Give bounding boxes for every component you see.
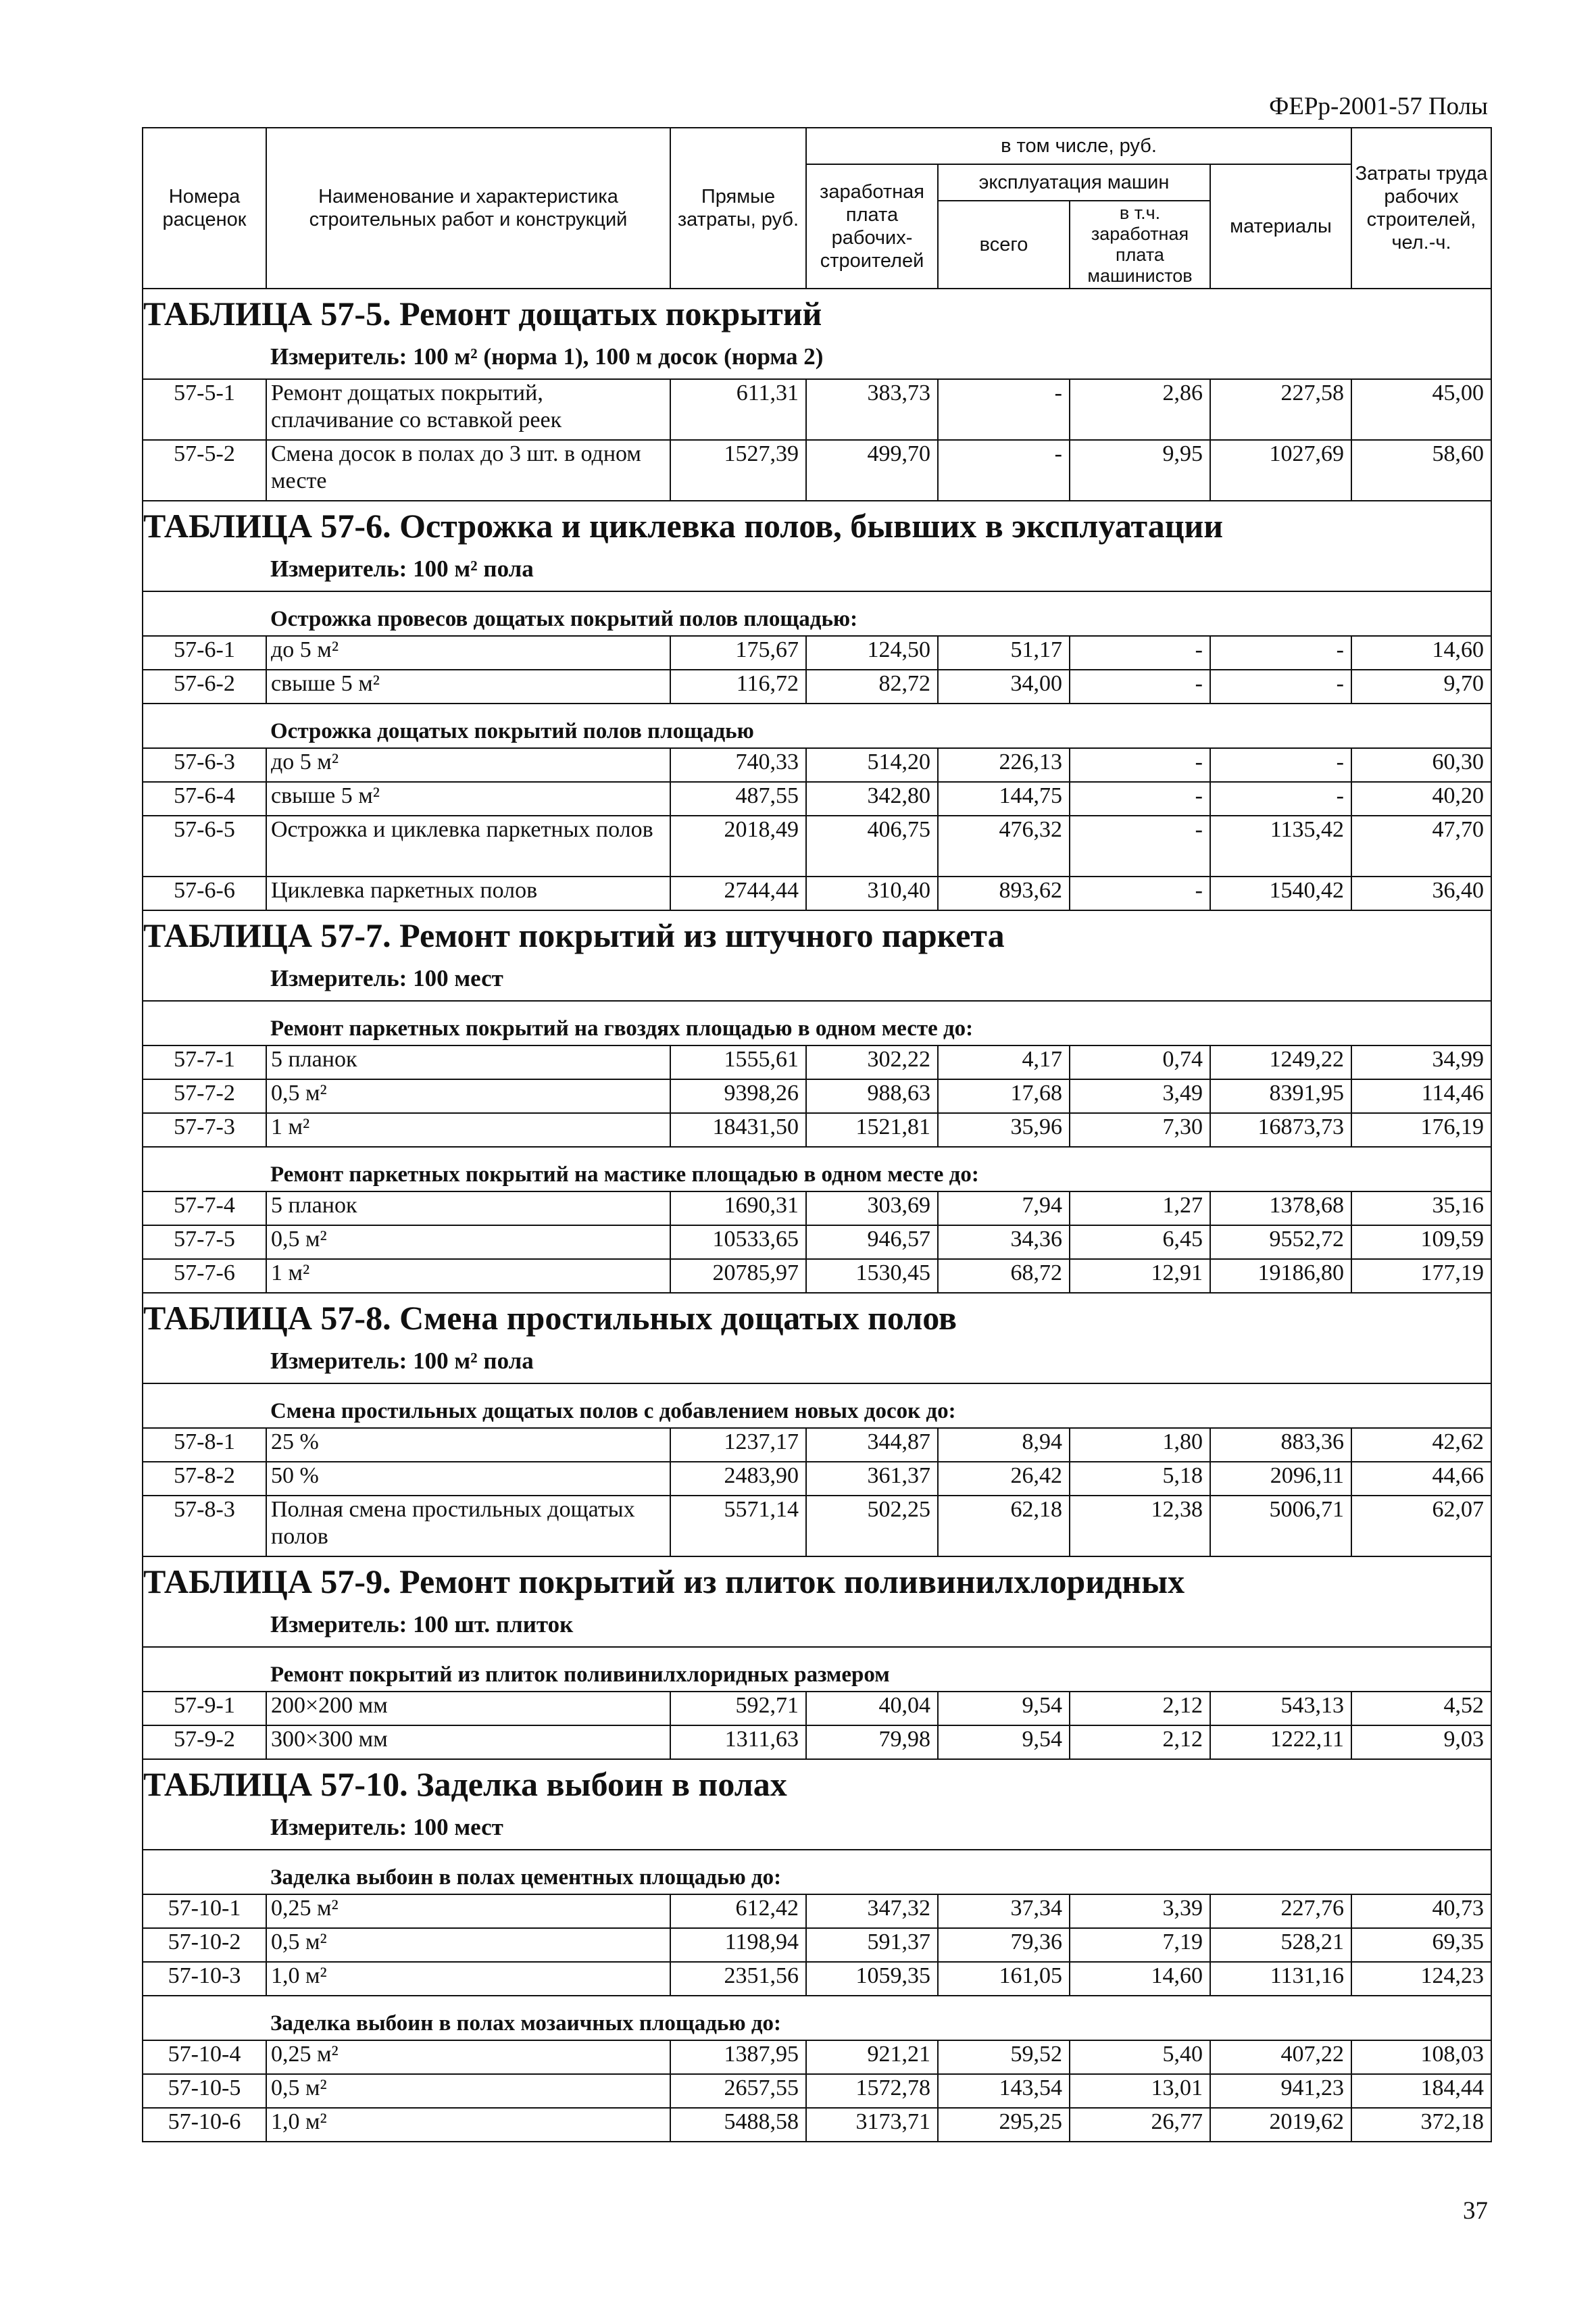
labor-hours: 44,66 bbox=[1351, 1462, 1491, 1496]
machines-total: 144,75 bbox=[938, 782, 1070, 816]
work-name: 25 % bbox=[266, 1428, 670, 1462]
measure-row bbox=[143, 1342, 1491, 1383]
materials-cost: - bbox=[1210, 670, 1351, 704]
rate-code: 57-9-2 bbox=[143, 1725, 266, 1759]
table-row bbox=[143, 1928, 1491, 1962]
materials-cost: 227,58 bbox=[1210, 379, 1351, 440]
wage-value: 946,57 bbox=[806, 1225, 938, 1259]
rate-code: 57-5-2 bbox=[143, 440, 266, 501]
group-subtitle: Заделка выбоин в полах мозаичных площадью до: bbox=[143, 1996, 1491, 2040]
materials-cost: 543,13 bbox=[1210, 1692, 1351, 1725]
rate-code: 57-6-5 bbox=[143, 816, 266, 877]
labor-hours: 40,73 bbox=[1351, 1894, 1491, 1928]
labor-hours: 14,60 bbox=[1351, 636, 1491, 670]
table-row bbox=[143, 636, 1491, 670]
machinist-wage: - bbox=[1070, 670, 1210, 704]
materials-cost: 1540,42 bbox=[1210, 877, 1351, 910]
table-title-row bbox=[143, 289, 1491, 338]
labor-hours: 36,40 bbox=[1351, 877, 1491, 910]
direct-costs: 2018,49 bbox=[670, 816, 806, 877]
rate-code: 57-10-6 bbox=[143, 2108, 266, 2142]
table-row bbox=[143, 440, 1491, 501]
machines-total: 34,36 bbox=[938, 1225, 1070, 1259]
machinist-wage: 3,39 bbox=[1070, 1894, 1210, 1928]
machines-total: 17,68 bbox=[938, 1079, 1070, 1113]
group-subtitle-row bbox=[143, 1383, 1491, 1428]
materials-cost: 883,36 bbox=[1210, 1428, 1351, 1462]
direct-costs: 611,31 bbox=[670, 379, 806, 440]
table-row bbox=[143, 1191, 1491, 1225]
table-title: ТАБЛИЦА 57-10. Заделка выбоин в полах bbox=[143, 1759, 1491, 1808]
header-code: Номера расценок bbox=[143, 128, 266, 289]
materials-cost: 9552,72 bbox=[1210, 1225, 1351, 1259]
group-subtitle-row bbox=[143, 1147, 1491, 1191]
materials-cost: - bbox=[1210, 636, 1351, 670]
measure-unit: Измеритель: 100 шт. плиток bbox=[143, 1606, 1491, 1647]
table-row bbox=[143, 1428, 1491, 1462]
labor-hours: 372,18 bbox=[1351, 2108, 1491, 2142]
direct-costs: 1527,39 bbox=[670, 440, 806, 501]
direct-costs: 2744,44 bbox=[670, 877, 806, 910]
materials-cost: 1249,22 bbox=[1210, 1045, 1351, 1079]
rate-code: 57-10-3 bbox=[143, 1962, 266, 1996]
materials-cost: 2096,11 bbox=[1210, 1462, 1351, 1496]
labor-hours: 45,00 bbox=[1351, 379, 1491, 440]
machinist-wage: 2,86 bbox=[1070, 379, 1210, 440]
rate-code: 57-5-1 bbox=[143, 379, 266, 440]
direct-costs: 1690,31 bbox=[670, 1191, 806, 1225]
machinist-wage: 1,27 bbox=[1070, 1191, 1210, 1225]
machines-total: - bbox=[938, 440, 1070, 501]
table-title: ТАБЛИЦА 57-7. Ремонт покрытий из штучного паркета bbox=[143, 910, 1491, 960]
machines-total: 34,00 bbox=[938, 670, 1070, 704]
work-name: 1 м² bbox=[266, 1113, 670, 1147]
group-subtitle-row bbox=[143, 1001, 1491, 1045]
direct-costs: 2351,56 bbox=[670, 1962, 806, 1996]
header-including: в том числе, руб. bbox=[806, 128, 1351, 164]
machines-total: 9,54 bbox=[938, 1692, 1070, 1725]
measure-row bbox=[143, 1606, 1491, 1647]
machinist-wage: 0,74 bbox=[1070, 1045, 1210, 1079]
materials-cost: 528,21 bbox=[1210, 1928, 1351, 1962]
wage-value: 347,32 bbox=[806, 1894, 938, 1928]
labor-hours: 40,20 bbox=[1351, 782, 1491, 816]
machines-total: 8,94 bbox=[938, 1428, 1070, 1462]
header-direct-costs: Прямые затраты, руб. bbox=[670, 128, 806, 289]
measure-row bbox=[143, 960, 1491, 1001]
machines-total: 35,96 bbox=[938, 1113, 1070, 1147]
table-row bbox=[143, 1725, 1491, 1759]
machines-total: 893,62 bbox=[938, 877, 1070, 910]
machinist-wage: 5,18 bbox=[1070, 1462, 1210, 1496]
table-title-row bbox=[143, 910, 1491, 960]
header-wage: заработная плата рабочих-строителей bbox=[806, 164, 938, 289]
materials-cost: 8391,95 bbox=[1210, 1079, 1351, 1113]
table-row bbox=[143, 1259, 1491, 1293]
document-code: ФЕРр-2001-57 Полы bbox=[1269, 93, 1488, 120]
table-row bbox=[143, 379, 1491, 440]
work-name: Ремонт дощатых покрытий, сплачивание со вставкой реек bbox=[266, 379, 670, 440]
machinist-wage: 26,77 bbox=[1070, 2108, 1210, 2142]
direct-costs: 592,71 bbox=[670, 1692, 806, 1725]
table-row bbox=[143, 1113, 1491, 1147]
machinist-wage: 12,38 bbox=[1070, 1496, 1210, 1556]
work-name: Циклевка паркетных полов bbox=[266, 877, 670, 910]
labor-hours: 109,59 bbox=[1351, 1225, 1491, 1259]
wage-value: 344,87 bbox=[806, 1428, 938, 1462]
wage-value: 988,63 bbox=[806, 1079, 938, 1113]
group-subtitle: Ремонт паркетных покрытий на мастике площадью в одном месте до: bbox=[143, 1147, 1491, 1191]
table-row bbox=[143, 782, 1491, 816]
wage-value: 406,75 bbox=[806, 816, 938, 877]
work-name: 1,0 м² bbox=[266, 1962, 670, 1996]
wage-value: 124,50 bbox=[806, 636, 938, 670]
page-number: 37 bbox=[1463, 2197, 1488, 2225]
wage-value: 310,40 bbox=[806, 877, 938, 910]
rate-code: 57-7-5 bbox=[143, 1225, 266, 1259]
work-name: Острожка и циклевка паркетных полов bbox=[266, 816, 670, 877]
machines-total: 37,34 bbox=[938, 1894, 1070, 1928]
wage-value: 1530,45 bbox=[806, 1259, 938, 1293]
materials-cost: 407,22 bbox=[1210, 2040, 1351, 2074]
table-title: ТАБЛИЦА 57-6. Острожка и циклевка полов, бывших в эксплуатации bbox=[143, 501, 1491, 550]
machinist-wage: 9,95 bbox=[1070, 440, 1210, 501]
rate-code: 57-8-3 bbox=[143, 1496, 266, 1556]
header-labor: Затраты труда рабочих строителей, чел.-ч. bbox=[1351, 128, 1491, 289]
rate-code: 57-6-6 bbox=[143, 877, 266, 910]
work-name: свыше 5 м² bbox=[266, 670, 670, 704]
direct-costs: 10533,65 bbox=[670, 1225, 806, 1259]
materials-cost: 227,76 bbox=[1210, 1894, 1351, 1928]
group-subtitle-row bbox=[143, 1850, 1491, 1894]
labor-hours: 184,44 bbox=[1351, 2074, 1491, 2108]
labor-hours: 47,70 bbox=[1351, 816, 1491, 877]
labor-hours: 62,07 bbox=[1351, 1496, 1491, 1556]
wage-value: 1521,81 bbox=[806, 1113, 938, 1147]
rate-code: 57-7-1 bbox=[143, 1045, 266, 1079]
direct-costs: 1198,94 bbox=[670, 1928, 806, 1962]
direct-costs: 612,42 bbox=[670, 1894, 806, 1928]
materials-cost: 1378,68 bbox=[1210, 1191, 1351, 1225]
machinist-wage: - bbox=[1070, 748, 1210, 782]
group-subtitle: Острожка провесов дощатых покрытий полов площадью: bbox=[143, 591, 1491, 636]
direct-costs: 2657,55 bbox=[670, 2074, 806, 2108]
direct-costs: 116,72 bbox=[670, 670, 806, 704]
machinist-wage: - bbox=[1070, 877, 1210, 910]
header-machinist-wage: в т.ч. заработная плата машинистов bbox=[1070, 201, 1210, 289]
work-name: до 5 м² bbox=[266, 636, 670, 670]
table-title-row bbox=[143, 1293, 1491, 1342]
wage-value: 1059,35 bbox=[806, 1962, 938, 1996]
wage-value: 303,69 bbox=[806, 1191, 938, 1225]
measure-row bbox=[143, 550, 1491, 591]
measure-row bbox=[143, 338, 1491, 379]
machines-total: 161,05 bbox=[938, 1962, 1070, 1996]
table-title: ТАБЛИЦА 57-5. Ремонт дощатых покрытий bbox=[143, 289, 1491, 338]
table-title-row bbox=[143, 1759, 1491, 1808]
work-name: 200×200 мм bbox=[266, 1692, 670, 1725]
machines-total: 79,36 bbox=[938, 1928, 1070, 1962]
wage-value: 361,37 bbox=[806, 1462, 938, 1496]
direct-costs: 1387,95 bbox=[670, 2040, 806, 2074]
rate-code: 57-7-2 bbox=[143, 1079, 266, 1113]
machinist-wage: 6,45 bbox=[1070, 1225, 1210, 1259]
machines-total: 51,17 bbox=[938, 636, 1070, 670]
machines-total: 295,25 bbox=[938, 2108, 1070, 2142]
table-row bbox=[143, 1692, 1491, 1725]
machines-total: 26,42 bbox=[938, 1462, 1070, 1496]
materials-cost: 1135,42 bbox=[1210, 816, 1351, 877]
wage-value: 921,21 bbox=[806, 2040, 938, 2074]
materials-cost: - bbox=[1210, 782, 1351, 816]
rate-code: 57-6-1 bbox=[143, 636, 266, 670]
direct-costs: 1237,17 bbox=[670, 1428, 806, 1462]
measure-unit: Измеритель: 100 м² пола bbox=[143, 550, 1491, 591]
materials-cost: 5006,71 bbox=[1210, 1496, 1351, 1556]
labor-hours: 108,03 bbox=[1351, 2040, 1491, 2074]
measure-unit: Измеритель: 100 м² пола bbox=[143, 1342, 1491, 1383]
direct-costs: 1555,61 bbox=[670, 1045, 806, 1079]
table-row bbox=[143, 1462, 1491, 1496]
machinist-wage: - bbox=[1070, 782, 1210, 816]
machinist-wage: 3,49 bbox=[1070, 1079, 1210, 1113]
machinist-wage: 13,01 bbox=[1070, 2074, 1210, 2108]
wage-value: 499,70 bbox=[806, 440, 938, 501]
machinist-wage: 7,19 bbox=[1070, 1928, 1210, 1962]
direct-costs: 1311,63 bbox=[670, 1725, 806, 1759]
work-name: свыше 5 м² bbox=[266, 782, 670, 816]
work-name: 300×300 мм bbox=[266, 1725, 670, 1759]
rate-code: 57-7-4 bbox=[143, 1191, 266, 1225]
wage-value: 591,37 bbox=[806, 1928, 938, 1962]
table-row bbox=[143, 2108, 1491, 2142]
labor-hours: 177,19 bbox=[1351, 1259, 1491, 1293]
table-row bbox=[143, 670, 1491, 704]
work-name: 50 % bbox=[266, 1462, 670, 1496]
work-name: 0,5 м² bbox=[266, 2074, 670, 2108]
labor-hours: 69,35 bbox=[1351, 1928, 1491, 1962]
machinist-wage: 1,80 bbox=[1070, 1428, 1210, 1462]
table-row bbox=[143, 748, 1491, 782]
header-machines: эксплуатация машин bbox=[938, 164, 1210, 201]
wage-value: 40,04 bbox=[806, 1692, 938, 1725]
rate-code: 57-6-2 bbox=[143, 670, 266, 704]
rate-code: 57-8-1 bbox=[143, 1428, 266, 1462]
work-name: 0,5 м² bbox=[266, 1928, 670, 1962]
machinist-wage: 7,30 bbox=[1070, 1113, 1210, 1147]
wage-value: 3173,71 bbox=[806, 2108, 938, 2142]
wage-value: 82,72 bbox=[806, 670, 938, 704]
wage-value: 1572,78 bbox=[806, 2074, 938, 2108]
machines-total: - bbox=[938, 379, 1070, 440]
direct-costs: 175,67 bbox=[670, 636, 806, 670]
group-subtitle: Острожка дощатых покрытий полов площадью bbox=[143, 704, 1491, 748]
header-machines-total: всего bbox=[938, 201, 1070, 289]
group-subtitle: Заделка выбоин в полах цементных площадью до: bbox=[143, 1850, 1491, 1894]
rate-code: 57-10-2 bbox=[143, 1928, 266, 1962]
table-row bbox=[143, 1225, 1491, 1259]
direct-costs: 5488,58 bbox=[670, 2108, 806, 2142]
table-row bbox=[143, 2040, 1491, 2074]
machinist-wage: 2,12 bbox=[1070, 1692, 1210, 1725]
work-name: 0,5 м² bbox=[266, 1079, 670, 1113]
work-name: 0,25 м² bbox=[266, 1894, 670, 1928]
materials-cost: 16873,73 bbox=[1210, 1113, 1351, 1147]
machinist-wage: 12,91 bbox=[1070, 1259, 1210, 1293]
materials-cost: 941,23 bbox=[1210, 2074, 1351, 2108]
measure-unit: Измеритель: 100 мест bbox=[143, 960, 1491, 1001]
price-sheet bbox=[142, 127, 1491, 2142]
header-name: Наименование и характеристика строительных работ и конструкций bbox=[266, 128, 670, 289]
machinist-wage: - bbox=[1070, 636, 1210, 670]
materials-cost: 1027,69 bbox=[1210, 440, 1351, 501]
table-row bbox=[143, 2074, 1491, 2108]
machinist-wage: 2,12 bbox=[1070, 1725, 1210, 1759]
work-name: 5 планок bbox=[266, 1191, 670, 1225]
rate-code: 57-10-4 bbox=[143, 2040, 266, 2074]
rate-code: 57-6-4 bbox=[143, 782, 266, 816]
machinist-wage: - bbox=[1070, 816, 1210, 877]
group-subtitle-row bbox=[143, 1647, 1491, 1692]
direct-costs: 5571,14 bbox=[670, 1496, 806, 1556]
table-row bbox=[143, 816, 1491, 877]
machines-total: 9,54 bbox=[938, 1725, 1070, 1759]
table-row bbox=[143, 1894, 1491, 1928]
labor-hours: 9,70 bbox=[1351, 670, 1491, 704]
labor-hours: 124,23 bbox=[1351, 1962, 1491, 1996]
wage-value: 302,22 bbox=[806, 1045, 938, 1079]
labor-hours: 4,52 bbox=[1351, 1692, 1491, 1725]
materials-cost: - bbox=[1210, 748, 1351, 782]
table-row bbox=[143, 877, 1491, 910]
labor-hours: 60,30 bbox=[1351, 748, 1491, 782]
labor-hours: 58,60 bbox=[1351, 440, 1491, 501]
table-row bbox=[143, 1045, 1491, 1079]
table-title-row bbox=[143, 1556, 1491, 1606]
group-subtitle-row bbox=[143, 1996, 1491, 2040]
rate-code: 57-6-3 bbox=[143, 748, 266, 782]
machines-total: 7,94 bbox=[938, 1191, 1070, 1225]
work-name: до 5 м² bbox=[266, 748, 670, 782]
group-subtitle-row bbox=[143, 591, 1491, 636]
work-name: 1 м² bbox=[266, 1259, 670, 1293]
direct-costs: 20785,97 bbox=[670, 1259, 806, 1293]
work-name: Смена досок в полах до 3 шт. в одном месте bbox=[266, 440, 670, 501]
rate-code: 57-10-1 bbox=[143, 1894, 266, 1928]
rate-code: 57-7-6 bbox=[143, 1259, 266, 1293]
header-materials: материалы bbox=[1210, 164, 1351, 289]
materials-cost: 1222,11 bbox=[1210, 1725, 1351, 1759]
wage-value: 79,98 bbox=[806, 1725, 938, 1759]
measure-unit: Измеритель: 100 мест bbox=[143, 1808, 1491, 1850]
materials-cost: 19186,80 bbox=[1210, 1259, 1351, 1293]
measure-row bbox=[143, 1808, 1491, 1850]
direct-costs: 740,33 bbox=[670, 748, 806, 782]
labor-hours: 35,16 bbox=[1351, 1191, 1491, 1225]
measure-unit: Измеритель: 100 м² (норма 1), 100 м досок (норма 2) bbox=[143, 338, 1491, 379]
machines-total: 143,54 bbox=[938, 2074, 1070, 2108]
work-name: Полная смена простильных дощатых полов bbox=[266, 1496, 670, 1556]
work-name: 5 планок bbox=[266, 1045, 670, 1079]
table-title: ТАБЛИЦА 57-8. Смена простильных дощатых полов bbox=[143, 1293, 1491, 1342]
machinist-wage: 5,40 bbox=[1070, 2040, 1210, 2074]
table-row bbox=[143, 1496, 1491, 1556]
group-subtitle: Ремонт покрытий из плиток поливинилхлоридных размером bbox=[143, 1647, 1491, 1692]
machines-total: 68,72 bbox=[938, 1259, 1070, 1293]
machines-total: 476,32 bbox=[938, 816, 1070, 877]
work-name: 0,25 м² bbox=[266, 2040, 670, 2074]
group-subtitle: Ремонт паркетных покрытий на гвоздях площадью в одном месте до: bbox=[143, 1001, 1491, 1045]
header-row-1 bbox=[143, 128, 1491, 164]
machines-total: 226,13 bbox=[938, 748, 1070, 782]
group-subtitle-row bbox=[143, 704, 1491, 748]
rate-code: 57-9-1 bbox=[143, 1692, 266, 1725]
table-title: ТАБЛИЦА 57-9. Ремонт покрытий из плиток поливинилхлоридных bbox=[143, 1556, 1491, 1606]
machinist-wage: 14,60 bbox=[1070, 1962, 1210, 1996]
rate-code: 57-7-3 bbox=[143, 1113, 266, 1147]
materials-cost: 2019,62 bbox=[1210, 2108, 1351, 2142]
wage-value: 514,20 bbox=[806, 748, 938, 782]
materials-cost: 1131,16 bbox=[1210, 1962, 1351, 1996]
machines-total: 4,17 bbox=[938, 1045, 1070, 1079]
direct-costs: 2483,90 bbox=[670, 1462, 806, 1496]
labor-hours: 34,99 bbox=[1351, 1045, 1491, 1079]
rates-table bbox=[142, 127, 1492, 2142]
work-name: 1,0 м² bbox=[266, 2108, 670, 2142]
rate-code: 57-10-5 bbox=[143, 2074, 266, 2108]
wage-value: 342,80 bbox=[806, 782, 938, 816]
labor-hours: 114,46 bbox=[1351, 1079, 1491, 1113]
rates-table-body bbox=[143, 128, 1491, 2142]
direct-costs: 487,55 bbox=[670, 782, 806, 816]
direct-costs: 9398,26 bbox=[670, 1079, 806, 1113]
table-title-row bbox=[143, 501, 1491, 550]
machines-total: 62,18 bbox=[938, 1496, 1070, 1556]
work-name: 0,5 м² bbox=[266, 1225, 670, 1259]
table-row bbox=[143, 1079, 1491, 1113]
table-row bbox=[143, 1962, 1491, 1996]
labor-hours: 42,62 bbox=[1351, 1428, 1491, 1462]
group-subtitle: Смена простильных дощатых полов с добавлением новых досок до: bbox=[143, 1383, 1491, 1428]
machines-total: 59,52 bbox=[938, 2040, 1070, 2074]
direct-costs: 18431,50 bbox=[670, 1113, 806, 1147]
labor-hours: 176,19 bbox=[1351, 1113, 1491, 1147]
rate-code: 57-8-2 bbox=[143, 1462, 266, 1496]
labor-hours: 9,03 bbox=[1351, 1725, 1491, 1759]
wage-value: 383,73 bbox=[806, 379, 938, 440]
wage-value: 502,25 bbox=[806, 1496, 938, 1556]
